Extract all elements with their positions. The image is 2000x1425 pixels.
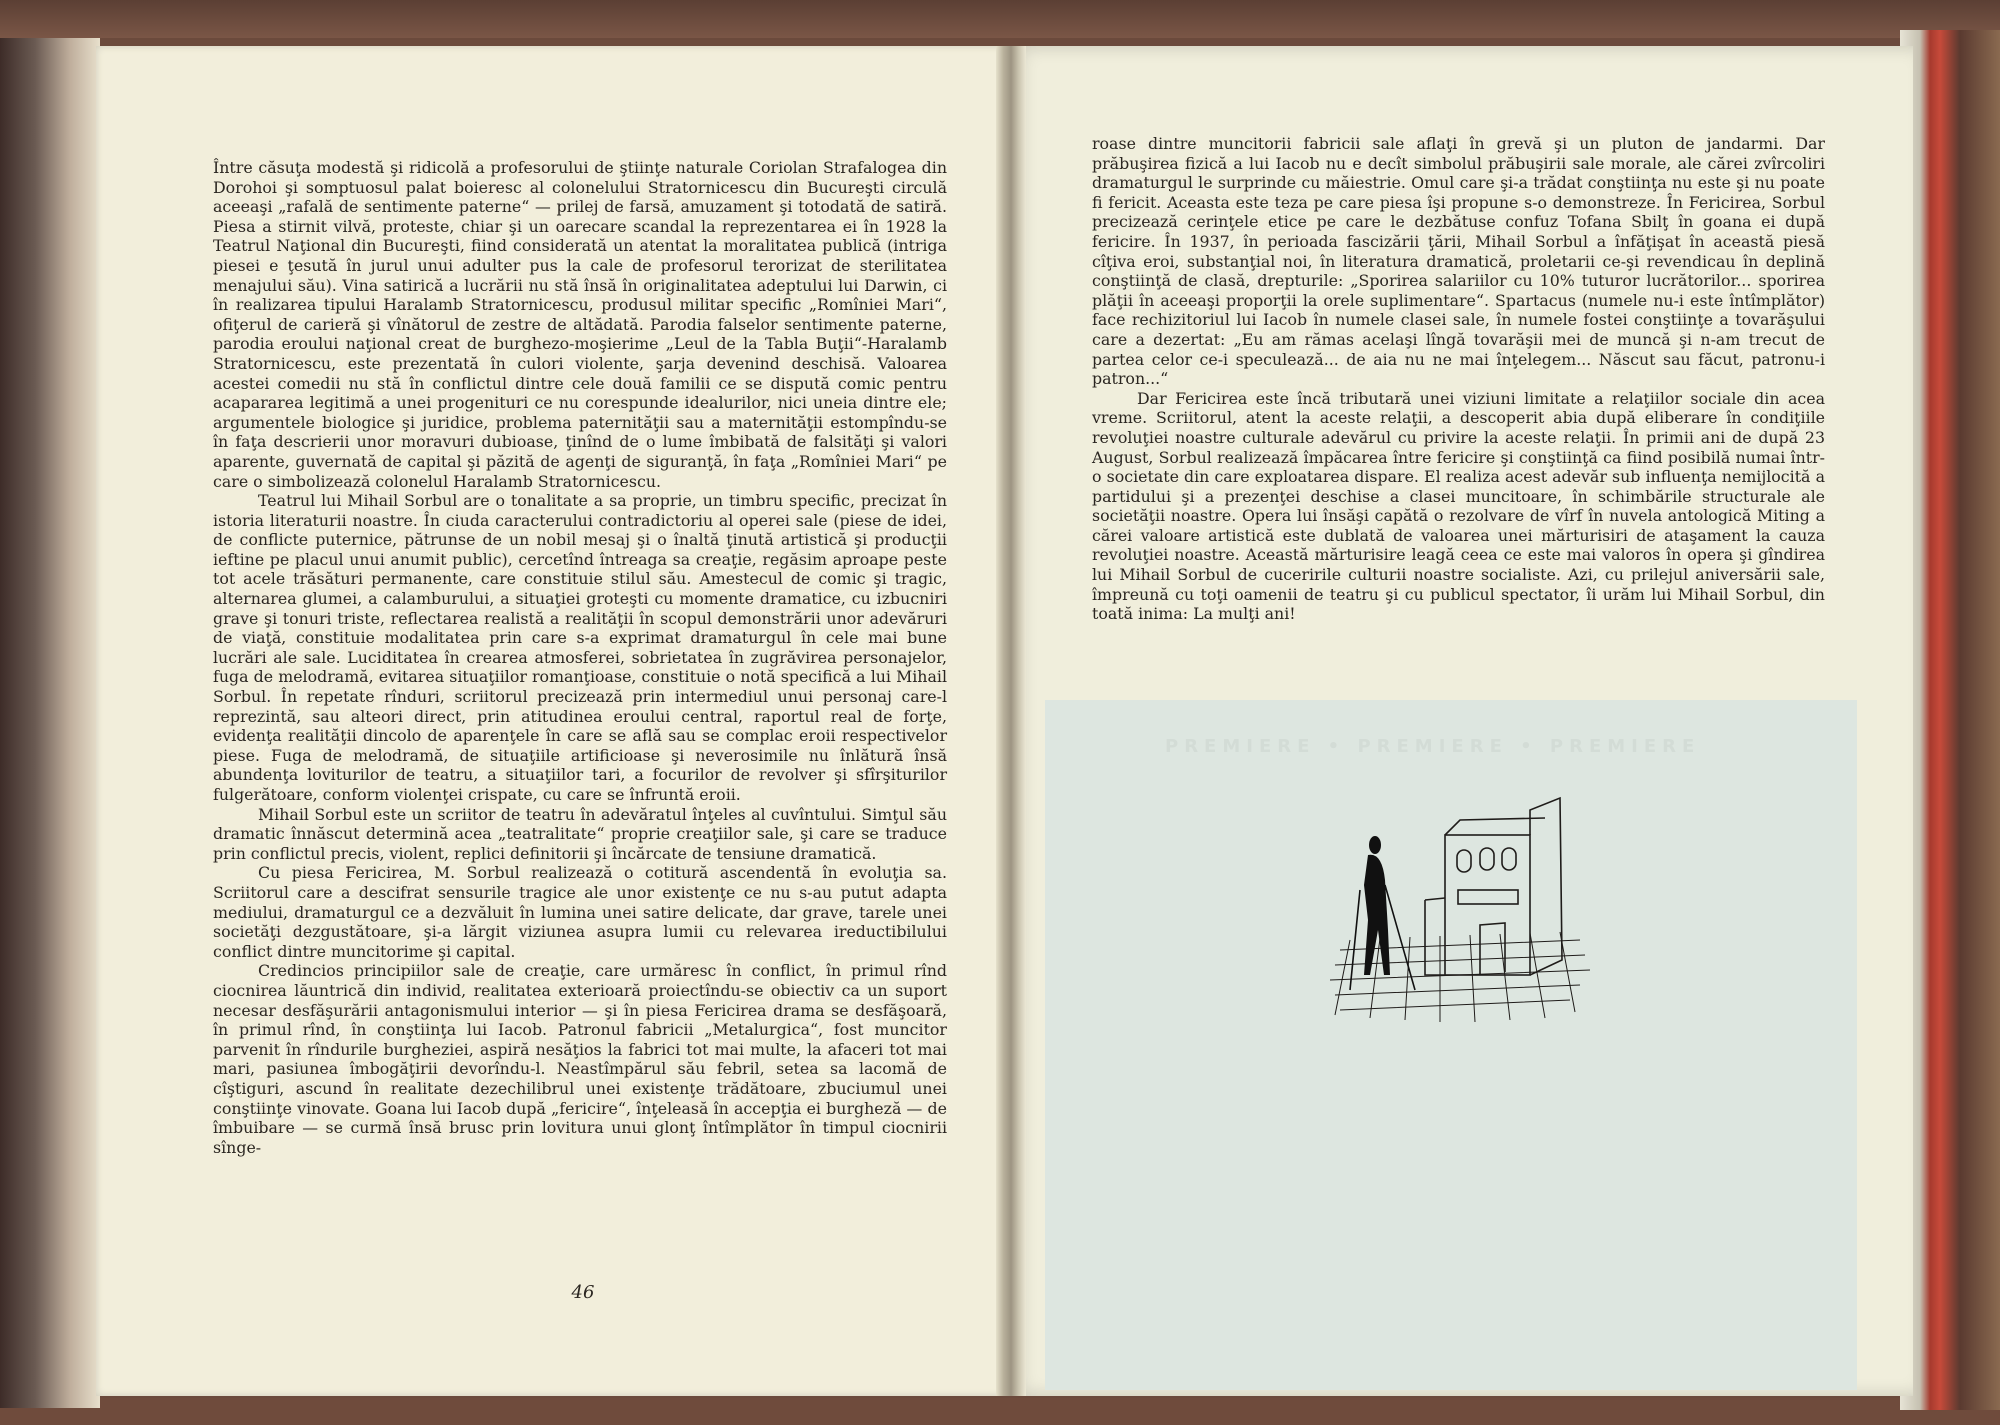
right-page-text [1092,134,1825,624]
paragraph: Mihail Sorbul este un scriitor de teatru în adevăratul înţeles al cuvîntului. Simţul său dramatic înnăscut determină acea „teatralitate“ proprie creaţiilor sale, şi care se traduce prin conflictul precis, violent, replici definitorii şi încărcate de tensiune dramatică. [213,804,947,863]
paragraph: Teatrul lui Mihail Sorbul are o tonalitate a sa proprie, un timbru specific, precizat în istoria literaturii noastre. În ciuda caracterului contradictoriu al operei sale (piese de idei, de conflicte puternice, pătrunse de un nobil mesaj şi o înaltă ţinută artistică şi producţii ieftine pe placul unui anumit public), cercetînd întreaga sa creaţie, regăsim aproape peste tot acele trăsături permanente, care constituie stilul său. Amestecul de comic şi tragic, alternarea glumei, a calamburului, a situaţiei groteşti cu momente dramatice, cu izbucniri grave şi tonuri triste, reflectarea realistă a realităţii în scopul demonstrării unor adevăruri de viaţă, constituie modalitatea prin care s-a exprimat dramaturgul în cele mai bune lucrări ale sale. Luciditatea în crearea atmosferei, sobrietatea în zugrăvirea personajelor, fuga de melodramă, evitarea situaţiilor romanţioase, constituie o notă specifică a lui Mihail Sorbul. În repetate rînduri, scriitorul precizează prin intermediul unui personaj care-l reprezintă, sau alteori direct, prin atitudinea eroului central, raportul real de forţe, evidenţa realităţii dincolo de aparenţele în care se află sau se complac eroii respectivelor piese. Fuga de melodramă, de situaţiile artificioase şi neverosimile nu înlătură însă abundenţa loviturilor de teatru, a situaţiilor tari, a focurilor de revolver şi sfîrşiturilor fulgerătoare, conform violenţei crispate, cu care se înfruntă eroii. [213,491,947,804]
premiere-banner: PREMIERE • PREMIERE • PREMIERE [1165,736,1701,757]
paragraph: Credincios principiilor sale de creaţie, care urmăresc în conflict, în primul rînd ciocnirea lăuntrică din individ, realitatea exterioară proiectîndu-se obiectiv ca un suport necesar desfăşurării antagonismului interior — şi în piesa Fericirea drama se desfăşoară, în primul rînd, în conştiinţa lui Iacob. Patronul fabricii „Metalurgica“, fost muncitor parvenit în rîndurile burgheziei, aspiră nesăţios la fabrici tot mai multe, la afaceri tot mai mari, pasiunea îmbogăţirii devorîndu-l. Neastîmpărul său febril, setea sa lacomă de cîştiguri, ascund în realitate dezechilibrul unei existenţe trădătoare, zbuciumul unei conştiinţe vinovate. Goana lui Iacob după „fericire“, înţeleasă în accepţia ei burgheză — de îmbuibare — se curmă însă brusc prin lovitura unui glonţ întîmplător în timpul ciocnirii sînge- [213,961,947,1157]
book-bottom-edge [0,1398,2000,1425]
stage-figure-illustration [1330,790,1600,1030]
right-cover-edge [1900,30,2000,1410]
book-top-edge [0,0,2000,38]
left-cover-edge [0,38,100,1408]
left-page-text [213,158,947,1157]
paragraph: Dar Fericirea este încă tributară unei viziuni limitate a relaţiilor sociale din acea vreme. Scriitorul, atent la aceste relaţii, a descoperit abia după eliberare în condiţiile revoluţiei noastre culturale adevărul cu privire la aceste relaţii. În primii ani de după 23 August, Sorbul realizează împăcarea între fericire şi conştiinţă ca fiind posibilă numai într-o societate din care exploatarea dispare. El realiza acest adevăr sub influenţa nemijlocită a partidului şi a prezenţei deschise a clasei muncitoare, în schimbările structurale ale societăţii noastre. Opera lui însăşi capătă o rezolvare de vîrf în nuvela antologică Miting a cărei valoare artistică este dublată de valoarea unei mărturisiri de ataşament la cauza revoluţiei noastre. Această mărturisire leagă ceea ce este mai valoros în opera şi gîndirea lui Mihail Sorbul de cuceririle culturii noastre socialiste. Azi, cu prilejul aniversării sale, împreună cu toţi oamenii de teatru şi cu publicul spectator, îi urăm lui Mihail Sorbul, din toată inima: La mulţi ani! [1092,388,1825,624]
paragraph: Cu piesa Fericirea, M. Sorbul realizează o cotitură ascendentă în evoluţia sa. Scriitorul care a descifrat sensurile tragice ale unor existenţe ce nu s-au putut adapta mediului, dramaturgul ce a dezvăluit în lumina unei satire delicate, dar grave, tarele unei societăţi dezgustătoare, şi-a lărgit viziunea asupra lumii cu relevarea ireductibilului conflict dintre muncitorime şi capital. [213,863,947,961]
page-number: 46 [571,1282,595,1303]
paragraph: roase dintre muncitorii fabricii sale aflaţi în grevă şi un pluton de jandarmi. Dar prăbuşirea fizică a lui Iacob nu e decît simbolul prăbuşirii sale morale, ale cărei zvîrcoliri dramaturgul le surprinde cu măiestrie. Omul care şi-a trădat conştiinţa nu este şi nu poate fi fericit. Aceasta este teza pe care piesa îşi propune s-o demonstreze. În Fericirea, Sorbul precizează cerinţele etice pe care le dezbătuse confuz Tofana Sbilţ în goana ei după fericire. În 1937, în perioada fascizării ţării, Mihail Sorbul a înfăţişat în această piesă cîţiva eroi, substanţial noi, în literatura dramatică, proletarii ce-şi revendicau în deplină conştiinţă de clasă, drepturile: „Sporirea salariilor cu 10% tuturor lucrătorilor... sporirea plăţii în aceeaşi proporţii la orele suplimentare“. Spartacus (numele nu-i este întîmplător) face rechizitoriul lui Iacob în numele clasei sale, în numele fostei conştiinţe a tovarăşului care a dezertat: „Eu am rămas acelaşi lîngă tovarăşii mei de muncă şi n-am trecut de partea celor ce-i speculează... de aia nu ne mai înţelegem... Născut sau făcut, patronu-i patron...“ [1092,134,1825,389]
book-gutter [996,46,1026,1396]
paragraph: Între căsuţa modestă şi ridicolă a profesorului de ştiinţe naturale Coriolan Strafalogea din Dorohoi şi somptuosul palat boieresc al colonelului Stratornicescu din Bucureşti circulă aceeaşi „rafală de sentimente paterne“ — prilej de farsă, amuzament şi totodată de satiră. Piesa a stirnit vilvă, proteste, chiar şi un oarecare scandal la reprezentarea ei în 1928 la Teatrul Naţional din Bucureşti, fiind considerată un atentat la moralitatea publică (intriga piesei e ţesută în jurul unui adulter pus la cale de profesorul terorizat de sterilitatea menajului său). Vina satirică a lucrării nu stă însă în originalitatea adeptului lui Darwin, ci în realizarea tipului Haralamb Stratornicescu, produsul militar specific „Romîniei Mari“, ofiţerul de carieră şi vînătorul de zestre de altădată. Parodia falselor sentimente paterne, parodia eroului naţional creat de burghezo-moşierime „Leul de la Tabla Buţii“-Haralamb Stratornicescu, este prezentată în culori violente, şarja devenind deschisă. Valoarea acestei comedii nu stă în conflictul dintre cele două familii ce se dispută comic pentru acapararea legitimă a unei progenituri ce nu corespunde idealurilor, nici uneia dintre ele; argumentele biologice şi juridice, problema paternităţii sau a maternităţii estompîndu-se în faţa descrierii unor moravuri dubioase, ţinînd de o lume îmbibată de falsităţi şi valori aparente, guvernată de capital şi păzită de agenţi de siguranţă, în faţa „Romîniei Mari“ pe care o simbolizează colonelul Haralamb Stratornicescu. [213,158,947,491]
